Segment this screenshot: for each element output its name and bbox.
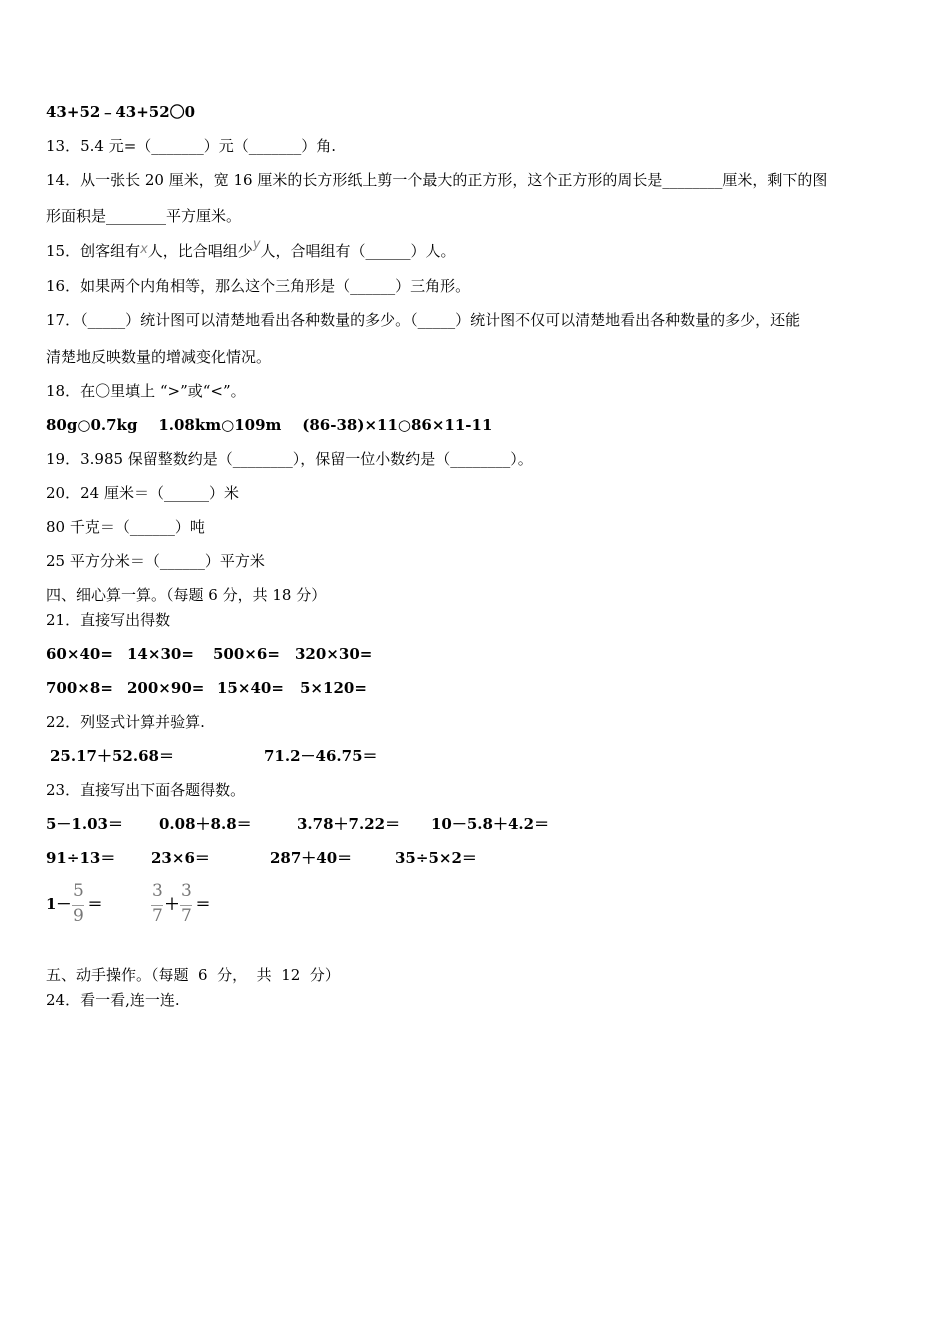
section-4-heading: 四、细心算一算。（每题 6 分，共 18 分） <box>46 586 327 604</box>
fraction-denominator: 7 <box>181 906 192 926</box>
calc-item: 320×30= <box>295 645 373 663</box>
question-15 <box>46 237 456 263</box>
fraction-numerator: 3 <box>181 881 192 901</box>
calc-item: 60×40= <box>46 645 113 663</box>
q15-middle: 人，比合唱组少 <box>147 242 253 260</box>
question-24: 24．看一看,连一连. <box>46 991 180 1009</box>
fraction-5-9 <box>71 881 85 929</box>
question-18: 18．在〇里填上 “>”或“<”。 <box>46 382 246 400</box>
fraction-numerator: 5 <box>73 881 84 901</box>
fraction-expr-1-prefix: 1－ <box>46 895 72 913</box>
calc-item: 0.08＋8.8＝ <box>159 815 252 833</box>
calc-item: 200×90= <box>127 679 205 697</box>
question-14-line1: 14．从一张长 20 厘米，宽 16 厘米的长方形纸上剪一个最大的正方形，这个正方形的周长是________厘米，剩下的图 <box>46 171 828 189</box>
question-14-line2: 形面积是________平方厘米。 <box>46 207 242 225</box>
section-5-heading: 五、动手操作。（每题 6 分， 共 12 分） <box>46 966 340 984</box>
calc-item: 15×40= <box>217 679 284 697</box>
plus-operator: ＋ <box>164 895 180 913</box>
question-21-row2 <box>46 678 367 698</box>
calc-item: 71.2－46.75＝ <box>264 747 378 765</box>
question-23: 23．直接写出下面各题得数。 <box>46 781 246 799</box>
calc-item: 287＋40＝ <box>270 849 353 867</box>
question-23-fractions <box>46 880 210 930</box>
variable-x: x <box>140 242 148 257</box>
q15-prefix: 15．创客组有 <box>46 242 141 260</box>
calc-item: 500×6= <box>213 645 280 663</box>
question-21: 21．直接写出得数 <box>46 611 171 629</box>
question-21-row1 <box>46 644 372 664</box>
calc-item: 5－1.03＝ <box>46 815 123 833</box>
question-17-line1: 17．（_____）统计图可以清楚地看出各种数量的多少。（_____）统计图不仅可以清楚地看出各种数量的多少，还能 <box>46 311 801 329</box>
calc-item: 91÷13＝ <box>46 849 116 867</box>
calc-item: 35÷5×2＝ <box>395 849 477 867</box>
fraction-expr-1-equals: ＝ <box>87 895 103 913</box>
variable-y: y <box>252 237 261 252</box>
question-20b: 80 千克＝（______）吨 <box>46 518 205 536</box>
question-20c: 25 平方分米＝（______）平方米 <box>46 552 265 570</box>
question-22: 22．列竖式计算并验算. <box>46 713 205 731</box>
question-19: 19．3.985 保留整数约是（________），保留一位小数约是（________）。 <box>46 450 533 468</box>
question-17-line2: 清楚地反映数量的增减变化情况。 <box>46 348 272 366</box>
fraction-3-7-a <box>150 881 164 929</box>
question-18-items: 80g○0.7kg 1.08km○109m (86-38)×11○86×11-11 <box>46 416 493 434</box>
fraction-3-7-b <box>179 881 193 929</box>
question-23-row2 <box>46 848 477 868</box>
question-13: 13．5.4 元=（_______）元（_______）角. <box>46 137 337 155</box>
calc-item: 10－5.8＋4.2＝ <box>431 815 550 833</box>
fraction-numerator: 3 <box>152 881 163 901</box>
calc-item: 14×30= <box>127 645 194 663</box>
question-22-items <box>50 746 378 766</box>
q15-suffix: 人，合唱组有（______）人。 <box>260 242 456 260</box>
fraction-denominator: 9 <box>73 906 84 926</box>
question-16: 16．如果两个内角相等，那么这个三角形是（______）三角形。 <box>46 277 471 295</box>
fraction-denominator: 7 <box>152 906 163 926</box>
calc-item: 5×120= <box>300 679 367 697</box>
question-23-row1 <box>46 814 549 834</box>
calc-item: 700×8= <box>46 679 113 697</box>
expression-line: 43+52﹣43+52〇0 <box>46 103 196 121</box>
question-20a: 20．24 厘米＝（______）米 <box>46 484 239 502</box>
calc-item: 23×6＝ <box>151 849 210 867</box>
calc-item: 3.78＋7.22＝ <box>297 815 401 833</box>
fraction-expr-2-equals: ＝ <box>195 895 211 913</box>
calc-item: 25.17＋52.68＝ <box>50 747 174 765</box>
